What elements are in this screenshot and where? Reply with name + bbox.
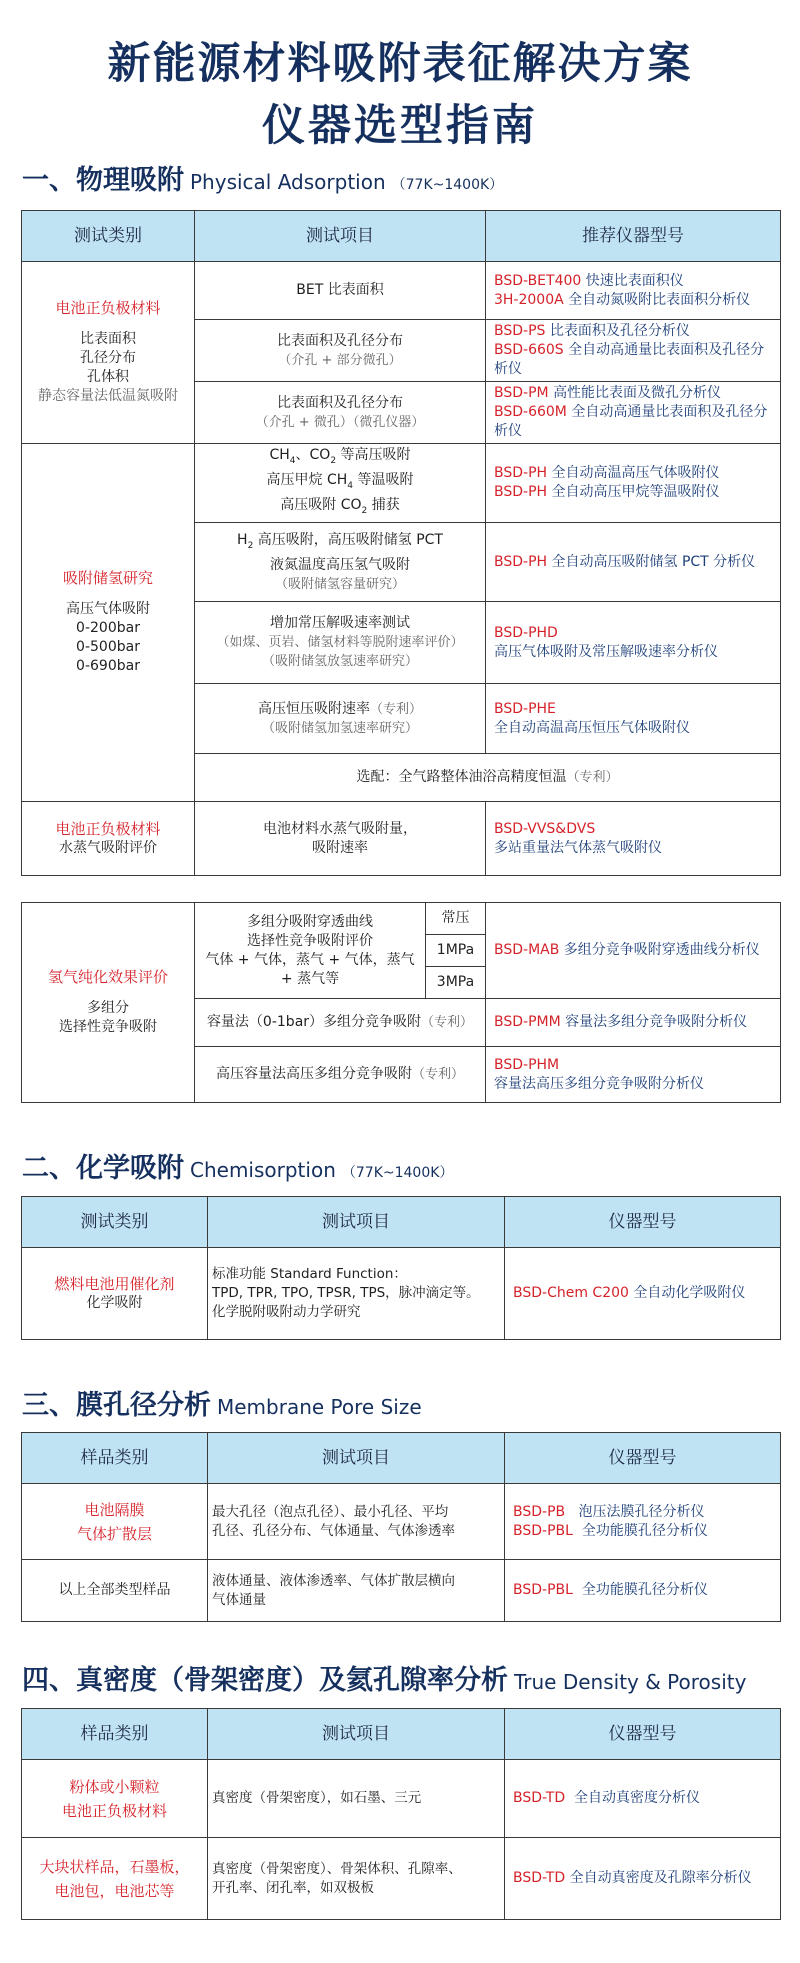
item-text: 电池材料水蒸气吸附量，	[263, 820, 417, 837]
patent-tag: （专利）	[369, 701, 422, 717]
category-main: 粉体或小颗粒	[69, 1777, 160, 1796]
item-text: 选择性竞争吸附评价	[247, 932, 373, 949]
section-range: （77K~1400K）	[391, 177, 504, 193]
title-line-2: 仪器选型指南	[262, 101, 538, 151]
item-text: 高压吸附 CO	[280, 496, 362, 513]
item-text: 吸附速率	[312, 839, 368, 856]
model-desc: 高压气体吸附及常压解吸速率分析仪	[494, 643, 718, 660]
header-category: 测试类别	[22, 1197, 208, 1248]
model-desc: 容量法高压多组分竞争吸附分析仪	[494, 1075, 704, 1092]
header-model: 仪器型号	[505, 1709, 781, 1760]
item-text: 比表面积及孔径分布	[277, 332, 403, 349]
item-text: 高压甲烷 CH	[266, 471, 348, 488]
item-note: （介孔 + 部分微孔）	[278, 352, 402, 368]
item-breakthrough-curve	[195, 903, 426, 999]
model-code: 3H-2000A	[494, 291, 564, 308]
subscript: 2	[247, 540, 254, 551]
category-sub: 比表面积	[80, 331, 136, 347]
header-model: 仪器型号	[505, 1197, 781, 1248]
model-code: BSD-PH	[494, 465, 548, 482]
model-code: BSD-PHD	[494, 624, 558, 641]
model-code: BSD-TD	[513, 1790, 566, 1806]
model-cell	[486, 1047, 781, 1103]
model-desc: 高性能比表面及微孔分析仪	[553, 385, 722, 401]
chemisorption-table	[21, 1196, 781, 1340]
model-cell	[486, 684, 781, 754]
pressure-3mpa: 3MPa	[426, 967, 486, 999]
category-fuel-cell-catalyst	[22, 1248, 208, 1340]
category-main: 电池正负极材料	[61, 1801, 167, 1820]
item-high-pressure-multicomponent	[195, 1047, 486, 1103]
model-desc: 多站重量法气体蒸气吸附仪	[494, 839, 662, 856]
item-text: TPD, TPR, TPO, TPSR, TPS，脉冲滴定等。	[212, 1285, 480, 1301]
item-text: 高压容量法高压多组分竞争吸附	[215, 1066, 412, 1082]
item-text: 选配：全气路整体油浴高精度恒温	[356, 769, 567, 786]
patent-tag: （专利）	[566, 770, 619, 786]
model-desc: 泡压法膜孔径分析仪	[578, 1503, 705, 1520]
model-cell	[505, 1838, 781, 1920]
patent-tag: （专利）	[411, 1067, 464, 1082]
model-code: BSD-PH	[494, 484, 548, 501]
category-sub: 选择性竞争吸附	[59, 1019, 157, 1035]
category-sub: 化学吸附	[86, 1294, 143, 1311]
section-title: 三、膜孔径分析	[22, 1390, 211, 1421]
model-cell	[505, 1248, 781, 1340]
item-chemisorption	[208, 1248, 505, 1340]
model-desc: 全自动高通量比表面积及孔径分析仪	[494, 404, 768, 439]
membrane-table	[21, 1432, 781, 1622]
model-code: BSD-PH	[494, 553, 548, 570]
model-desc: 比表面积及孔径分析仪	[549, 323, 690, 339]
item-surface-pore	[195, 320, 486, 382]
category-hydrogen-storage	[22, 444, 195, 802]
model-code: BSD-660S	[494, 342, 564, 358]
item-text: 增加常压解吸速率测试	[270, 615, 410, 632]
item-note: （吸附储氢放氢速率研究）	[261, 654, 418, 670]
section-title-en: Chemisorption	[190, 1158, 336, 1182]
item-text: 标准功能 Standard Function：	[212, 1266, 407, 1282]
category-sub: 0-500bar	[76, 639, 140, 656]
model-code: BSD-BET400	[494, 272, 582, 289]
model-code: BSD-PHE	[494, 700, 556, 717]
item-text: 高压恒压吸附速率	[257, 700, 370, 717]
subscript: 4	[347, 480, 354, 491]
item-text: 比表面积及孔径分布	[277, 394, 403, 411]
item-text: H	[237, 531, 248, 548]
item-text: 多组分吸附穿透曲线	[247, 913, 373, 930]
model-desc: 全功能膜孔径分析仪	[581, 1522, 708, 1539]
model-desc: 全自动真密度及孔隙率分析仪	[569, 1870, 752, 1886]
item-water-vapor	[195, 802, 486, 876]
category-main: 电池隔膜	[84, 1500, 145, 1519]
model-desc: 全自动真密度分析仪	[574, 1790, 701, 1806]
item-pore-size	[208, 1484, 505, 1560]
item-text: 真密度（骨架密度）、骨架体积、孔隙率、	[212, 1860, 462, 1877]
model-cell	[486, 262, 781, 320]
category-main: 大块状样品，石墨板，	[39, 1857, 190, 1876]
item-note: （如煤、页岩、储氢材料等脱附速率评价）	[216, 635, 464, 651]
header-item: 测试项目	[208, 1197, 505, 1248]
category-note: 静态容量法低温氮吸附	[38, 388, 178, 404]
model-cell	[486, 320, 781, 382]
model-desc: 全自动氮吸附比表面积分析仪	[568, 291, 751, 308]
category-battery-electrode	[22, 262, 195, 444]
category-main: 燃料电池用催化剂	[54, 1274, 175, 1293]
item-true-density: 真密度（骨架密度），如石墨、三元	[208, 1760, 505, 1838]
subscript: 2	[361, 505, 368, 516]
category-sub: 孔体积	[87, 369, 129, 385]
header-item: 测试项目	[195, 211, 486, 262]
item-high-pressure-adsorption	[195, 444, 486, 523]
category-main: 氢气纯化效果评价	[47, 968, 168, 986]
item-text: 孔径、孔径分布、气体通量、气体渗透率	[212, 1522, 455, 1539]
category-main: 吸附储氢研究	[62, 569, 153, 588]
item-text: 等温吸附	[353, 471, 414, 488]
category-separator	[22, 1484, 208, 1560]
category-sub: 高压气体吸附	[66, 601, 150, 618]
header-model: 推荐仪器型号	[486, 211, 781, 262]
model-desc: 全自动高温高压恒压气体吸附仪	[494, 719, 690, 736]
category-main: 电池正负极材料	[55, 819, 161, 838]
item-text: 开孔率、闭孔率，如双极板	[212, 1879, 374, 1896]
model-desc: 全功能膜孔径分析仪	[581, 1582, 708, 1598]
item-text: 液体通量、液体渗透率、气体扩散层横向	[212, 1572, 455, 1589]
header-model: 仪器型号	[505, 1433, 781, 1484]
item-text: 等高压吸附	[336, 447, 411, 463]
header-item: 测试项目	[208, 1709, 505, 1760]
model-cell	[486, 523, 781, 602]
category-sub: 0-200bar	[76, 620, 140, 637]
model-code: BSD-660M	[494, 404, 567, 420]
category-water-vapor	[22, 802, 195, 876]
section-range: （77K~1400K）	[341, 1165, 454, 1181]
item-note: （吸附储氢容量研究）	[274, 576, 405, 592]
category-sub: 0-690bar	[76, 658, 140, 675]
subscript: 2	[330, 455, 337, 466]
item-liquid-flux	[208, 1560, 505, 1622]
model-desc: 全自动化学吸附仪	[633, 1285, 746, 1301]
model-desc: 多组分竞争吸附穿透曲线分析仪	[563, 942, 760, 958]
category-main: 气体扩散层	[76, 1524, 152, 1543]
section-title-en: Membrane Pore Size	[217, 1395, 422, 1419]
header-item: 测试项目	[208, 1433, 505, 1484]
model-cell	[486, 444, 781, 523]
category-all-samples: 以上全部类型样品	[22, 1560, 208, 1622]
model-code: BSD-PS	[494, 323, 546, 339]
model-cell	[505, 1760, 781, 1838]
item-text: 液氮温度高压氢气吸附	[270, 556, 410, 573]
item-text: CH	[269, 447, 290, 463]
category-bulk	[22, 1838, 208, 1920]
model-desc: 全自动高通量比表面积及孔径分析仪	[494, 342, 765, 377]
item-text: 捕获	[367, 496, 400, 513]
model-cell	[486, 602, 781, 684]
model-cell	[505, 1484, 781, 1560]
model-desc: 全自动高压甲烷等温吸附仪	[551, 484, 720, 501]
header-category: 样品类别	[22, 1709, 208, 1760]
category-sub: 水蒸气吸附评价	[59, 839, 157, 856]
section-membrane-heading	[22, 1383, 422, 1422]
section-chemisorption-heading	[22, 1146, 453, 1185]
category-powder	[22, 1760, 208, 1838]
item-constant-pressure-rate	[195, 684, 486, 754]
section-title-en: True Density & Porosity	[514, 1670, 747, 1694]
option-oil-bath	[195, 754, 781, 802]
model-code: BSD-TD	[513, 1870, 566, 1886]
item-text: 、CO	[295, 447, 331, 463]
category-main: 电池包，电池芯等	[54, 1881, 175, 1900]
model-desc: 全自动高压吸附储氢 PCT 分析仪	[551, 553, 756, 570]
model-code: BSD-MAB	[494, 942, 560, 958]
category-main: 电池正负极材料	[55, 299, 161, 317]
item-bet: BET 比表面积	[195, 262, 486, 320]
item-text: + 蒸气等	[280, 970, 340, 987]
pressure-normal: 常压	[426, 903, 486, 935]
pressure-1mpa: 1MPa	[426, 935, 486, 967]
item-density-porosity	[208, 1838, 505, 1920]
model-code: BSD-Chem C200	[513, 1285, 629, 1301]
item-volumetric-multicomponent	[195, 999, 486, 1047]
model-code: BSD-PHM	[494, 1056, 560, 1073]
category-hydrogen-purification	[22, 903, 195, 1103]
section-title: 一、物理吸附	[22, 165, 184, 196]
model-code: BSD-PBL	[513, 1582, 573, 1598]
model-cell	[486, 999, 781, 1047]
model-code: BSD-PMM	[494, 1014, 561, 1030]
item-text: 最大孔径（泡点孔径）、最小孔径、平均	[212, 1503, 449, 1520]
section-title-en: Physical Adsorption	[190, 170, 386, 194]
model-cell	[486, 382, 781, 444]
item-text: 气体通量	[212, 1591, 266, 1608]
physical-adsorption-table	[21, 210, 781, 876]
subscript: 4	[289, 455, 296, 466]
model-desc: 容量法多组分竞争吸附分析仪	[565, 1014, 748, 1030]
true-density-table	[21, 1708, 781, 1920]
item-desorption-rate	[195, 602, 486, 684]
model-desc: 快速比表面积仪	[585, 272, 684, 289]
category-sub: 孔径分布	[80, 350, 136, 366]
item-note: （介孔 + 微孔）（微孔仪器）	[255, 414, 425, 430]
hydrogen-purification-table	[21, 902, 781, 1103]
model-code: BSD-PBL	[513, 1522, 573, 1539]
item-h2-pct	[195, 523, 486, 602]
section-title: 二、化学吸附	[22, 1153, 184, 1184]
model-code: BSD-PM	[494, 385, 549, 401]
model-code: BSD-PB	[513, 1503, 566, 1520]
title-line-1: 新能源材料吸附表征解决方案	[107, 39, 693, 89]
model-cell	[505, 1560, 781, 1622]
model-code: BSD-VVS&DVS	[494, 820, 596, 837]
model-cell	[486, 802, 781, 876]
section-true-density-heading	[22, 1658, 746, 1697]
patent-tag: （专利）	[421, 1015, 474, 1030]
section-title: 四、真密度（骨架密度）及氦孔隙率分析	[22, 1665, 508, 1696]
item-text: 化学脱附吸附动力学研究	[212, 1304, 361, 1320]
item-surface-micropore	[195, 382, 486, 444]
header-category: 样品类别	[22, 1433, 208, 1484]
section-physical-adsorption-heading	[22, 158, 503, 197]
item-text: 高压吸附，高压吸附储氢 PCT	[253, 531, 443, 548]
header-category: 测试类别	[22, 211, 195, 262]
model-cell	[486, 903, 781, 999]
category-sub: 多组分	[87, 1000, 129, 1016]
item-text: 气体 + 气体，蒸气 + 气体，蒸气	[205, 951, 415, 968]
model-desc: 全自动高温高压气体吸附仪	[551, 465, 720, 482]
item-note: （吸附储氢加氢速率研究）	[261, 720, 418, 736]
item-text: 容量法（0-1bar）多组分竞争吸附	[206, 1014, 422, 1030]
